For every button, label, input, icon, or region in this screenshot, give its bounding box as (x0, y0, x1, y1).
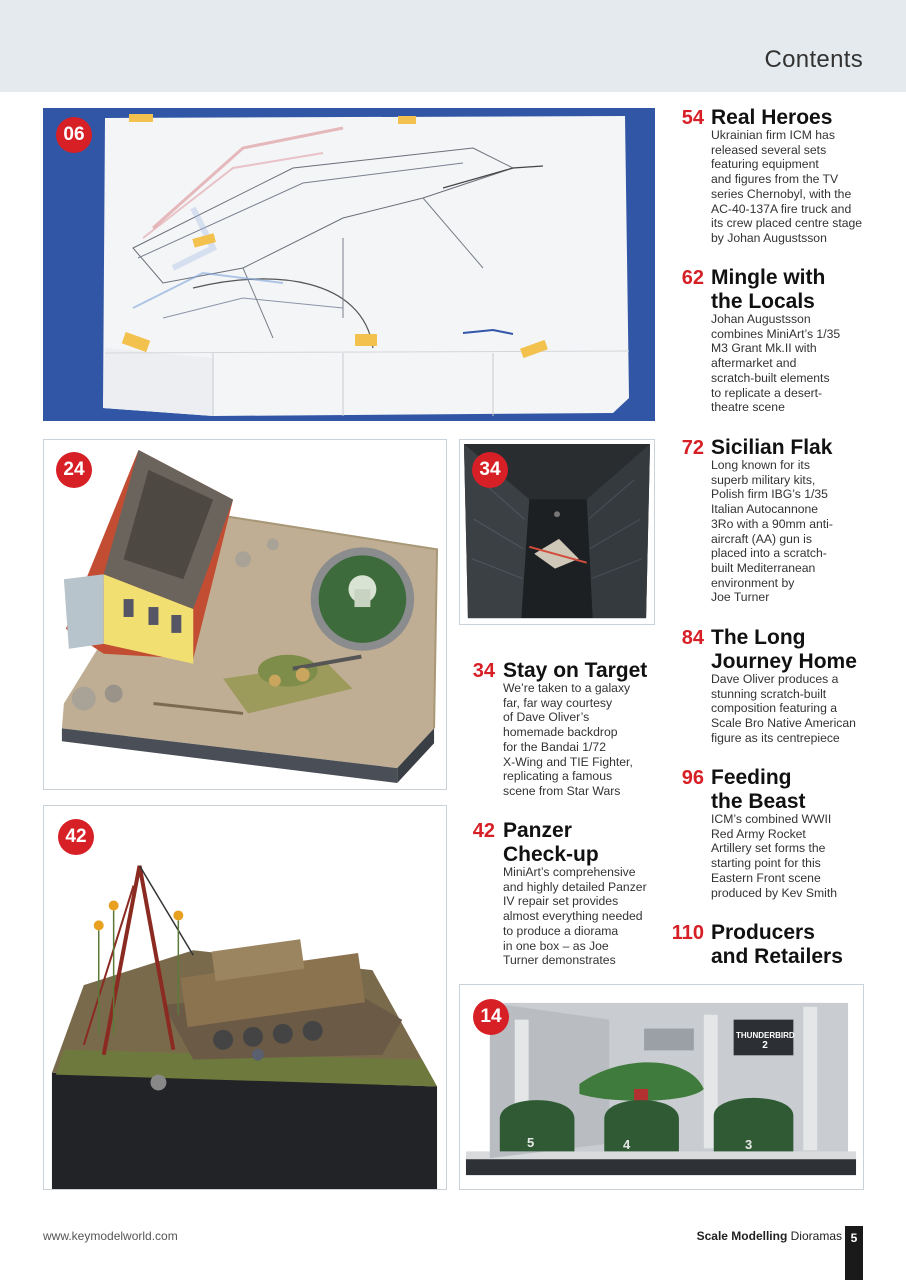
entry-description: Johan Augustsson combines MiniArt’s 1/35 M3 Grant Mk.II with aftermarket and scratch-built elements to replicate a desert- theatre scene (711, 312, 841, 415)
entry-title: Panzer Check-up (503, 819, 599, 866)
entry-page-number: 42 (472, 820, 495, 842)
thunderbird-sign-label: THUNDERBIRD (736, 1031, 795, 1040)
photo-34-trench (459, 439, 655, 625)
entry-page-number: 96 (681, 767, 704, 789)
photo-06-sketch (43, 108, 655, 421)
contents-entry-110[interactable] (664, 921, 874, 975)
footer-magazine-name (697, 1229, 842, 1243)
footer-website-link[interactable]: www.keymodelworld.com (43, 1229, 178, 1243)
footer-magazine-bold: Scale Modelling (696, 1229, 788, 1243)
photo-24-diorama (43, 439, 447, 790)
entry-title: Real Heroes (711, 106, 833, 129)
entry-description: Dave Oliver produces a stunning scratch-built composition featuring a Scale Bro Native American figure as its centrepiece (711, 672, 856, 745)
ruined-house-illustration (44, 440, 446, 789)
entry-page-number: 34 (472, 660, 495, 682)
page-badge-14: 14 (473, 999, 509, 1035)
entry-description: We’re taken to a galaxy far, far way courtesy of Dave Oliver’s homemade backdrop for the Bandai 1/72 X-Wing and TIE Fighter, replicating a famous scene from Star Wars (503, 681, 633, 798)
page-badge-24: 24 (56, 452, 92, 488)
entry-page-number: 72 (681, 437, 704, 459)
pod-number-4: 4 (623, 1137, 631, 1152)
pod-number-5: 5 (527, 1135, 535, 1150)
entry-page-number: 62 (681, 267, 704, 289)
entry-description: MiniArt’s comprehensive and highly detailed Panzer IV repair set provides almost everything needed to produce a diorama in one box – as Joe Turner demonstrates (503, 865, 647, 968)
contents-entry-62[interactable] (664, 266, 874, 416)
thunderbird-sign-number: 2 (762, 1040, 768, 1051)
footer-magazine-rest: Dioramas (790, 1229, 842, 1243)
entry-page-number: 110 (671, 922, 704, 944)
contents-entry-84[interactable] (664, 626, 874, 751)
entry-title: Feeding the Beast (711, 766, 806, 813)
header-band (0, 0, 906, 92)
entry-title: Stay on Target (503, 659, 648, 682)
entry-title: Sicilian Flak (711, 436, 833, 459)
entry-page-number: 54 (681, 107, 704, 129)
pod-number-3: 3 (745, 1137, 753, 1152)
entry-page-number: 84 (681, 627, 704, 649)
page-badge-42: 42 (58, 819, 94, 855)
thunderbird-sign (736, 1031, 794, 1051)
entry-description: ICM’s combined WWII Red Army Rocket Artillery set forms the starting point for this Eastern Front scene produced by Kev Smith (711, 812, 838, 900)
entry-description: Ukrainian firm ICM has released several sets featuring equipment and figures from the TV series Chernobyl, with the AC-40-137A fire truck and its crew placed centre stage by Johan Augustsson (711, 128, 863, 245)
entry-title: Producers and Retailers (711, 921, 843, 968)
photo-42-diorama (43, 805, 447, 1190)
contents-entry-54[interactable] (664, 106, 874, 246)
sketch-illustration (43, 108, 655, 421)
footer-page-number: 5 (845, 1226, 863, 1280)
page-title: Contents (764, 46, 863, 73)
page-badge-34: 34 (472, 452, 508, 488)
photo-14-hangar (459, 984, 864, 1190)
page-badge-06: 06 (56, 117, 92, 153)
panzer-illustration (44, 806, 446, 1189)
contents-entry-42[interactable] (462, 819, 658, 969)
entry-title: The Long Journey Home (711, 626, 857, 673)
entry-title: Mingle with the Locals (711, 266, 826, 313)
contents-entry-34[interactable] (462, 659, 658, 799)
contents-entry-96[interactable] (664, 766, 874, 906)
hangar-illustration (460, 985, 863, 1189)
contents-entry-72[interactable] (664, 436, 874, 606)
entry-description: Long known for its superb military kits, Polish firm IBG’s 1/35 Italian Autocannone 3Ro with a 90mm anti- aircraft (AA) gun is placed into a scratch- built Mediterranean environment by Joe Turner (711, 458, 833, 605)
